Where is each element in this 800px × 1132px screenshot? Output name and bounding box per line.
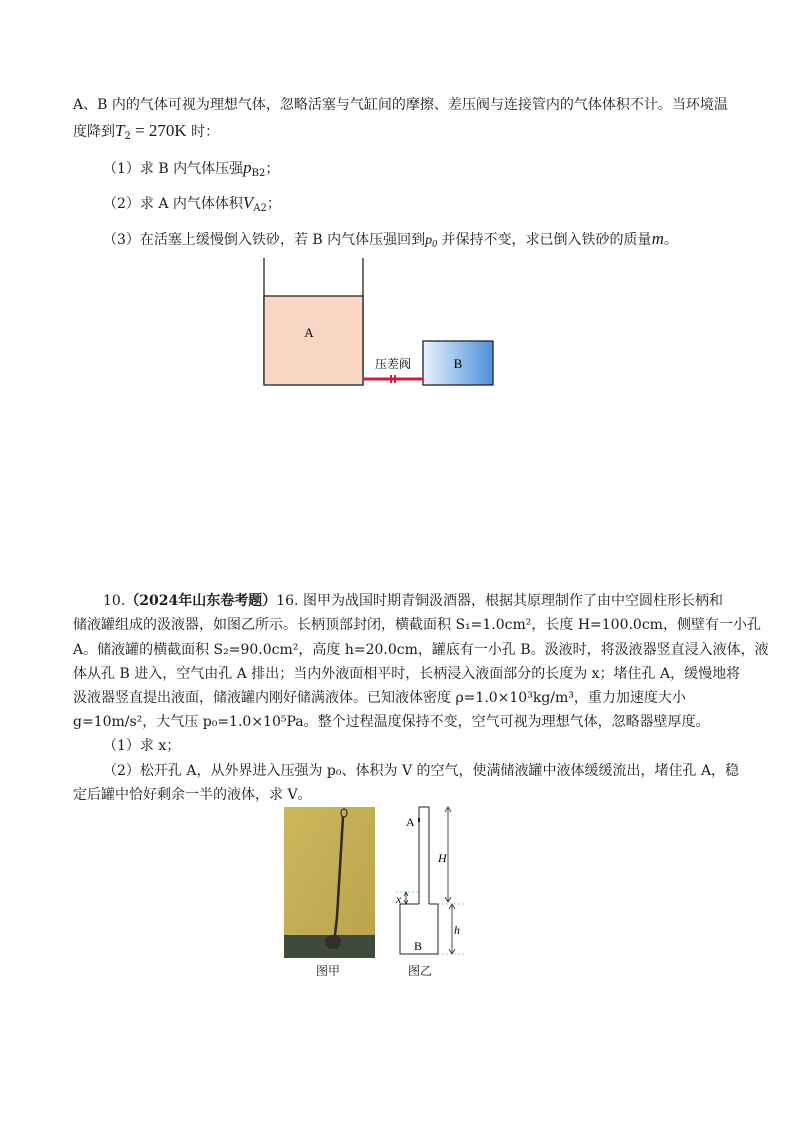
intro-line-1: A、B 内的气体可视为理想气体，忽略活塞与气缸间的摩擦、差压阀与连接管内的气体体积不计。当环境温 xyxy=(73,97,728,113)
problem-10-q1: （1）求 x； xyxy=(103,738,181,754)
diagram-label-a: A xyxy=(406,815,415,829)
problem-10-line-2: 储液罐组成的汲液器，如图乙所示。长柄顶部封闭，横截面积 S₁=1.0cm²，长度 H=100.0cm，侧壁有一小孔 xyxy=(73,617,761,633)
valve-label: 压差阀 xyxy=(374,357,412,371)
q3-p0-symbol: p xyxy=(425,233,433,248)
problem-10-line-6: g=10m/s²，大气压 p₀=1.0×10⁵Pa。整个过程温度保持不变，空气可视为理想气体，忽略器壁厚度。 xyxy=(73,714,710,730)
q3-p0-subscript: 0 xyxy=(432,239,438,250)
q2-symbol: V xyxy=(242,193,254,212)
q3-prefix: （3）在活塞上缓慢倒入铁砂，若 B 内气体压强回到 xyxy=(103,232,426,248)
diagram-label-H: H xyxy=(438,851,447,865)
diagram-label-b: B xyxy=(414,939,423,953)
t2-symbol: T xyxy=(115,121,125,140)
ladle-diagram xyxy=(392,804,472,962)
q2-prefix: （2）求 A 内气体体积 xyxy=(103,196,243,212)
problem-10-line-1 xyxy=(103,590,723,612)
q3-middle: 并保持不变，求已倒入铁砂的质量 xyxy=(437,232,652,248)
question-1 xyxy=(103,157,279,185)
problem-10-q2-line-2: 定后罐中恰好剩余一半的液体，求 V。 xyxy=(73,787,312,803)
bronze-ladle-photo xyxy=(284,807,375,958)
q1-subscript: B2 xyxy=(251,168,266,179)
q1-symbol: p xyxy=(243,158,252,177)
problem-line-1-text: 16. 图甲为战国时期青铜汲酒器，根据其原理制作了由中空圆柱形长柄和 xyxy=(276,593,723,609)
ladle-bowl xyxy=(325,935,341,949)
q3-suffix: 。 xyxy=(663,232,678,248)
question-2 xyxy=(103,192,281,220)
gas-a xyxy=(264,296,363,385)
problem-10-line-3: A。储液罐的横截面积 S₂=90.0cm²，高度 h=20.0cm，罐底有一小孔 B。汲液时，将汲液器竖直浸入液体，液 xyxy=(73,642,769,658)
hole-a xyxy=(418,818,420,822)
problem-10-q2-line-1: （2）松开孔 A，从外界进入压强为 p₀、体积为 V 的空气，使满储液罐中液体缓缓流出，堵住孔 A，稳 xyxy=(103,763,740,779)
figure-cylinders xyxy=(255,255,505,395)
label-b: B xyxy=(453,356,463,371)
q2-subscript: A2 xyxy=(253,203,267,214)
problem-10-line-4: 体从孔 B 进入，空气由孔 A 排出；当内外液面相平时，长柄浸入液面部分的长度为 x；堵住孔 A，缓慢地将 xyxy=(73,666,741,682)
q3-m-symbol: m xyxy=(651,229,664,248)
problem-10-line-5: 汲液器竖直提出液面，储液罐内刚好储满液体。已知液体密度 ρ=1.0×10³kg/m³，重力加速度大小 xyxy=(73,690,686,706)
problem-source: （2024年山东卷考题） xyxy=(125,593,277,609)
caption-right: 图乙 xyxy=(408,964,433,978)
problem-number: 10. xyxy=(103,593,126,609)
diagram-label-h: h xyxy=(454,923,460,937)
q1-suffix: ； xyxy=(265,161,280,177)
label-a: A xyxy=(304,325,314,340)
intro-line-2-prefix: 度降到 xyxy=(73,124,115,140)
q2-suffix: ； xyxy=(266,196,281,212)
intro-line-2 xyxy=(73,120,219,148)
caption-left: 图甲 xyxy=(316,964,341,978)
intro-line-2-suffix: 时： xyxy=(186,124,220,140)
t2-subscript: 2 xyxy=(124,131,131,142)
question-3 xyxy=(103,228,678,256)
q1-prefix: （1）求 B 内气体压强 xyxy=(103,161,244,177)
diagram-label-x: x xyxy=(396,892,402,906)
t2-value: = 270K xyxy=(130,121,187,140)
